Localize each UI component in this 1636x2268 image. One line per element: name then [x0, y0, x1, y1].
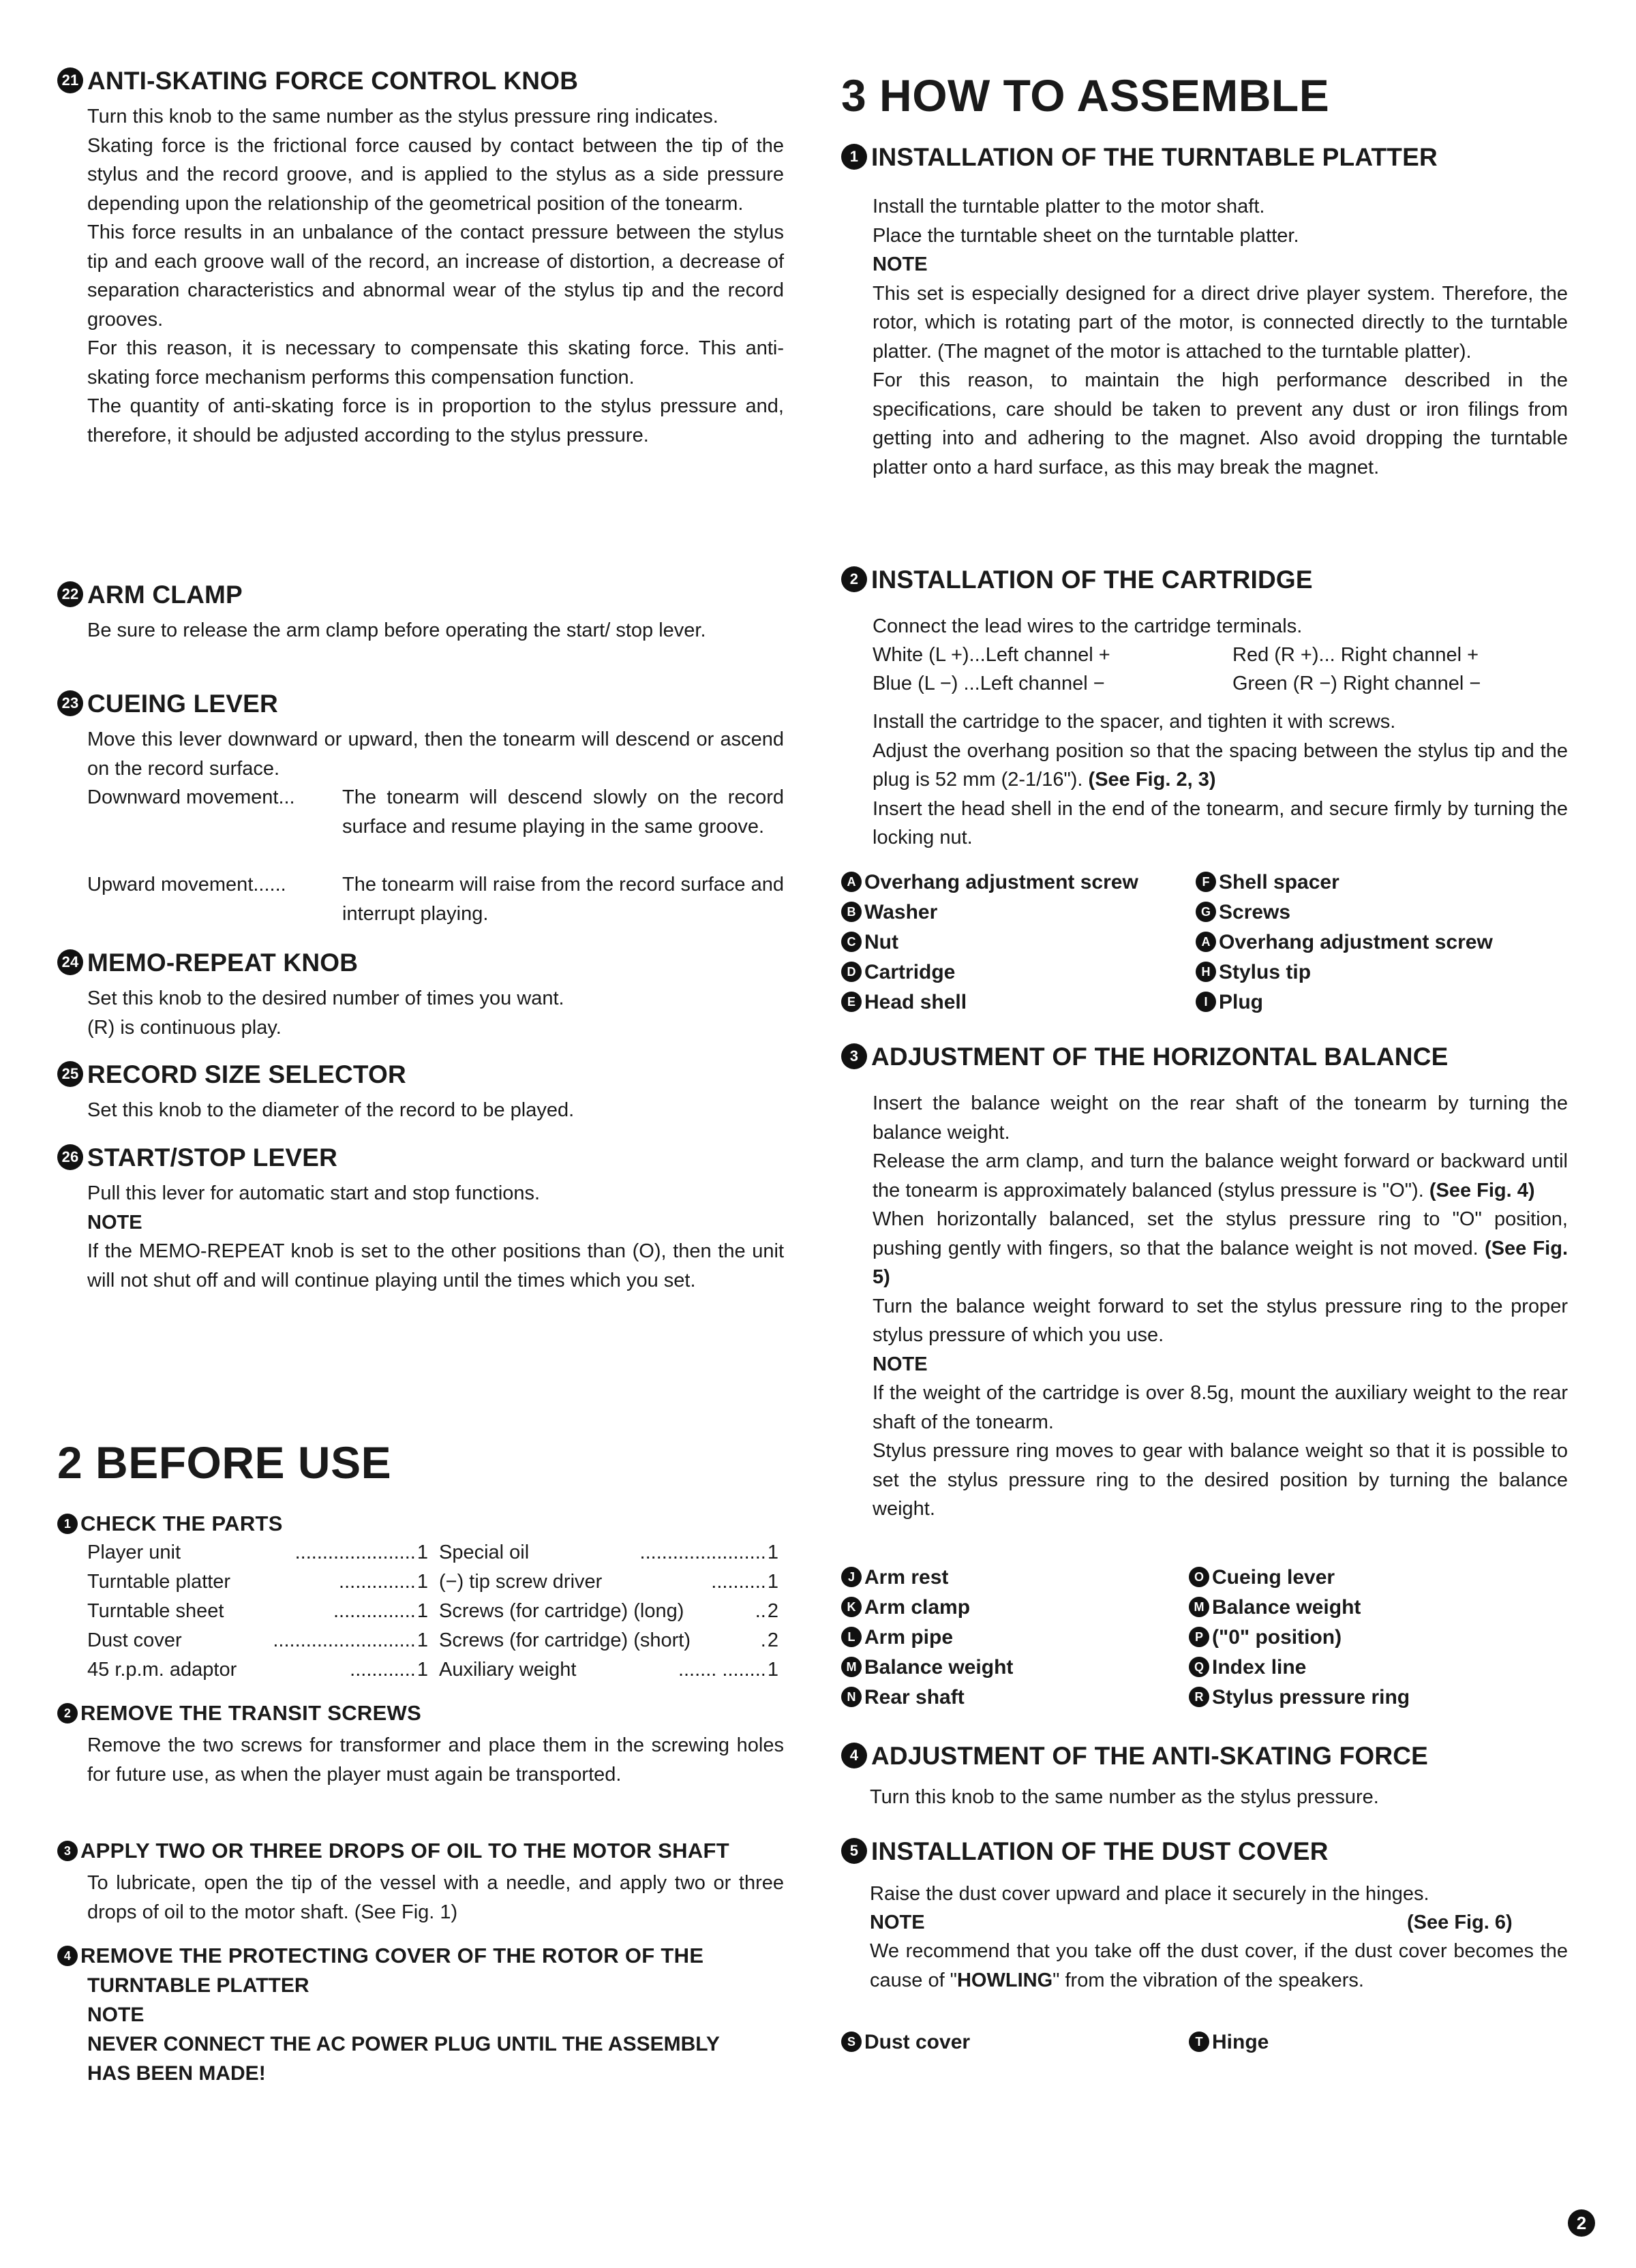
part-quantity: 2 [767, 1629, 778, 1651]
anti-skating-body: Turn this knob to the same number as the stylus pressure. [870, 1786, 1379, 1808]
label-text: Plug [1219, 991, 1263, 1013]
part-quantity: 1 [416, 1629, 428, 1651]
part-leader-dots: ............... [333, 1600, 416, 1622]
figure-label [1189, 1596, 1361, 1619]
label-letter-badge: M [841, 1657, 862, 1677]
section-24-heading: 24 MEMO-REPEAT KNOB [57, 949, 358, 977]
part-leader-dots: .. [755, 1600, 766, 1622]
parts-item [87, 1659, 428, 1681]
dust-cover-body: We recommend that you take off the dust cover, if the dust cover becomes the cause of "HOWLING" from the vibration of the speakers. [870, 1940, 1568, 1991]
label-letter-badge: A [1196, 932, 1216, 952]
label-letter-badge: M [1189, 1597, 1209, 1617]
number-badge: 2 [841, 566, 867, 592]
section-22-heading: 22 ARM CLAMP [57, 581, 243, 609]
figure-label [1196, 931, 1493, 954]
part-quantity: 1 [767, 1659, 778, 1681]
page-number: 2 [1568, 2209, 1595, 2237]
part-leader-dots: ............ [350, 1659, 416, 1681]
part-leader-dots: ...................... [294, 1542, 416, 1563]
number-badge: 4 [57, 1946, 78, 1966]
part-leader-dots: ....................... [639, 1542, 766, 1563]
label-text: Washer [864, 901, 938, 923]
part-quantity: 1 [416, 1542, 428, 1563]
label-text: Overhang adjustment screw [1219, 931, 1493, 953]
cartridge-body: Install the cartridge to the spacer, and tighten it with screws. Adjust the overhang position so that the spacing between the stylus tip and the plug is 52 mm (2-1/16"). (See Fig. 2, 3) Insert the head shell in the end of the tonearm, and secure firmly by turning the locking nut. [873, 711, 1568, 848]
part-leader-dots: .............. [339, 1571, 416, 1593]
part-leader-dots: . [760, 1629, 766, 1651]
label-letter-badge: K [841, 1597, 862, 1617]
cartridge-intro: Connect the lead wires to the cartridge terminals. [873, 615, 1303, 637]
wire-white: White (L +)...Left channel + [873, 644, 1110, 666]
figure-label [1189, 1656, 1306, 1679]
transit-screws-heading: 2 REMOVE THE TRANSIT SCREWS [57, 1701, 421, 1726]
label-letter-badge: A [841, 872, 862, 892]
label-letter-badge: F [1196, 872, 1216, 892]
part-name: Player unit [87, 1542, 181, 1563]
figure-label [841, 1566, 948, 1589]
label-letter-badge: E [841, 992, 862, 1012]
label-letter-badge: G [1196, 902, 1216, 922]
part-name: Auxiliary weight [439, 1659, 577, 1681]
check-parts-heading: 1 CHECK THE PARTS [57, 1512, 283, 1536]
figure-label [841, 871, 1138, 894]
label-text: Nut [864, 931, 898, 953]
anti-skating-heading: 4 ADJUSTMENT OF THE ANTI-SKATING FORCE [841, 1742, 1428, 1771]
transit-screws-body: Remove the two screws for transformer and place them in the screwing holes for future use, as when the player must again be transported. [87, 1734, 784, 1786]
label-text: Arm rest [864, 1566, 949, 1589]
parts-item [87, 1542, 428, 1564]
figure-label [841, 1656, 1013, 1679]
label-text: Arm clamp [864, 1596, 971, 1619]
label-text: Cueing lever [1212, 1566, 1335, 1589]
number-badge: 3 [841, 1043, 867, 1069]
part-quantity: 2 [767, 1600, 778, 1622]
part-name: Screws (for cartridge) (long) [439, 1600, 684, 1622]
figure-label [841, 931, 898, 954]
warning-line-1: NEVER CONNECT THE AC POWER PLUG UNTIL THE ASSEMBLY [87, 2033, 720, 2055]
label-text: Rear shaft [864, 1686, 965, 1708]
dust-cover-intro: Raise the dust cover upward and place it securely in the hinges. [870, 1883, 1429, 1905]
number-badge: 5 [841, 1838, 867, 1864]
part-quantity: 1 [416, 1600, 428, 1622]
parts-item [439, 1600, 778, 1623]
wire-blue: Blue (L −) ...Left channel − [873, 673, 1105, 694]
label-hinge: T Hinge [1189, 2031, 1269, 2054]
part-name: Screws (for cartridge) (short) [439, 1629, 691, 1651]
section-25-body: Set this knob to the diameter of the record to be played. [87, 1099, 575, 1121]
downward-label: Downward movement... [87, 786, 295, 808]
part-quantity: 1 [416, 1571, 428, 1593]
note-label: NOTE [87, 2004, 145, 2026]
number-badge: 2 [57, 1703, 78, 1723]
label-letter-badge: C [841, 932, 862, 952]
cartridge-heading: 2 INSTALLATION OF THE CARTRIDGE [841, 566, 1313, 594]
part-name: (−) tip screw driver [439, 1571, 603, 1593]
figure-label [1196, 871, 1339, 894]
section-26-heading: 26 START/STOP LEVER [57, 1144, 337, 1172]
number-badge: 1 [57, 1514, 78, 1534]
parts-item [87, 1600, 428, 1623]
label-letter-badge: J [841, 1567, 862, 1587]
figure-label [841, 961, 955, 984]
part-name: 45 r.p.m. adaptor [87, 1659, 237, 1681]
label-text: Overhang adjustment screw [864, 871, 1138, 893]
figure-label [841, 1686, 965, 1709]
figure-label [1196, 961, 1311, 984]
label-letter-badge: B [841, 902, 862, 922]
label-text: Shell spacer [1219, 871, 1339, 893]
label-text: Stylus pressure ring [1212, 1686, 1410, 1708]
figure-label [841, 901, 937, 924]
parts-item [439, 1629, 778, 1652]
label-letter-badge: N [841, 1687, 862, 1707]
part-quantity: 1 [416, 1659, 428, 1681]
before-use-title: 2 BEFORE USE [57, 1437, 392, 1488]
dust-note-label: NOTE [870, 1912, 925, 1933]
section-21-body: Turn this knob to the same number as the stylus pressure ring indicates. Skating force is the frictional force caused by contact between the tip of the stylus and the record groove, and is applied to the stylus as a side pressure depending upon the relationship of the geometrical position of the tonearm. This force results in an unbalance of the contact pressure between the stylus tip and each groove wall of the record, an increase of distortion, a decrease of separation characteristics and abnormal wear of the stylus tip and the record grooves. For this reason, it is necessary to compensate this skating force. This anti-skating force mechanism performs this compensation function. The quantity of anti-skating force is in proportion to the stylus pressure and, therefore, it should be adjusted according to the stylus pressure. [87, 106, 784, 446]
upward-text: The tonearm will raise from the record surface and interrupt playing. [342, 874, 784, 925]
parts-item [87, 1571, 428, 1593]
part-leader-dots: .......................... [273, 1629, 416, 1651]
protecting-cover-heading-2: TURNTABLE PLATTER [87, 1974, 309, 1997]
part-name: Dust cover [87, 1629, 182, 1651]
number-badge: 4 [841, 1743, 867, 1768]
part-name: Special oil [439, 1542, 530, 1563]
oil-heading: 3 APPLY TWO OR THREE DROPS OF OIL TO THE MOTOR SHAFT [57, 1839, 729, 1863]
oil-body: To lubricate, open the tip of the vessel with a needle, and apply two or three drops of oil to the motor shaft. (See Fig. 1) [87, 1872, 784, 1923]
section-22-body: Be sure to release the arm clamp before operating the start/ stop lever. [87, 619, 706, 641]
figure-label [1196, 901, 1290, 924]
figure-label [1189, 1626, 1342, 1649]
fig6-ref: (See Fig. 6) [1407, 1912, 1513, 1933]
part-quantity: 1 [767, 1542, 778, 1563]
downward-text: The tonearm will descend slowly on the record surface and resume playing in the same groove. [342, 786, 784, 838]
label-text: ("0" position) [1212, 1626, 1342, 1649]
label-letter-badge: L [841, 1627, 862, 1647]
label-letter-badge: D [841, 962, 862, 982]
balance-heading: 3 ADJUSTMENT OF THE HORIZONTAL BALANCE [841, 1043, 1449, 1071]
section-23-body: Move this lever downward or upward, then the tonearm will descend or ascend on the record surface. [87, 729, 784, 780]
number-badge: 21 [57, 67, 83, 93]
figure-label [841, 1596, 970, 1619]
wire-red: Red (R +)... Right channel + [1232, 644, 1479, 666]
number-badge: 24 [57, 949, 83, 975]
section-23-heading: 23 CUEING LEVER [57, 690, 278, 718]
number-badge: 23 [57, 690, 83, 716]
figure-label [841, 1626, 953, 1649]
label-letter-badge: I [1196, 992, 1216, 1012]
label-letter-badge: Q [1189, 1657, 1209, 1677]
section-25-heading: 25 RECORD SIZE SELECTOR [57, 1060, 406, 1089]
label-dust-cover: S Dust cover [841, 2031, 970, 2054]
part-leader-dots: .......... [711, 1571, 766, 1593]
label-text: Cartridge [864, 961, 956, 983]
label-text: Balance weight [864, 1656, 1014, 1679]
label-letter-badge: P [1189, 1627, 1209, 1647]
number-badge: 1 [841, 144, 867, 170]
label-text: Balance weight [1212, 1596, 1361, 1619]
number-badge: 22 [57, 581, 83, 607]
label-letter-badge: R [1189, 1687, 1209, 1707]
part-name: Turntable sheet [87, 1600, 224, 1622]
dust-cover-heading: 5 INSTALLATION OF THE DUST COVER [841, 1837, 1329, 1866]
parts-item [439, 1542, 778, 1564]
figure-label [841, 991, 967, 1014]
label-text: Screws [1219, 901, 1291, 923]
figure-label [1196, 991, 1263, 1014]
label-letter-badge: O [1189, 1567, 1209, 1587]
number-badge: 3 [57, 1841, 78, 1861]
how-to-assemble-title: 3 HOW TO ASSEMBLE [841, 70, 1330, 121]
part-name: Turntable platter [87, 1571, 231, 1593]
parts-item [87, 1629, 428, 1652]
label-text: Index line [1212, 1656, 1307, 1679]
section-26-body: Pull this lever for automatic start and stop functions. NOTE If the MEMO-REPEAT knob is set to the other positions than (O), then the unit will not shut off and will continue playing until the times which you set. [87, 1182, 784, 1291]
label-text: Head shell [864, 991, 967, 1013]
label-text: Arm pipe [864, 1626, 954, 1649]
balance-body: Insert the balance weight on the rear shaft of the tonearm by turning the balance weight. Release the arm clamp, and turn the balance weight forward or backward until the tonearm is approximately balanced (stylus pressure is "O"). (See Fig. 4) When horizontally balanced, set the stylus pressure ring to "O" position, pushing gently with fingers, so that the balance weight is not moved. (See Fig. 5) Turn the balance weight forward to set the stylus pressure ring to the proper stylus pressure of which you use. NOTE If the weight of the cartridge is over 8.5g, mount the auxiliary weight to the rear shaft of the tonearm. Stylus pressure ring moves to gear with balance weight so that it is possible to set the stylus pressure ring to the desired position by turning the balance weight. [873, 1092, 1569, 1520]
section-24-body: Set this knob to the desired number of times you want. (R) is continuous play. [87, 987, 564, 1039]
label-letter-badge: H [1196, 962, 1216, 982]
figure-label [1189, 1686, 1410, 1709]
warning-line-2: HAS BEEN MADE! [87, 2062, 266, 2085]
wire-green: Green (R −) Right channel − [1232, 673, 1481, 694]
part-quantity: 1 [767, 1571, 778, 1593]
platter-heading: 1 INSTALLATION OF THE TURNTABLE PLATTER [841, 143, 1438, 172]
figure-label [1189, 1566, 1335, 1589]
parts-item [439, 1659, 778, 1681]
label-text: Stylus tip [1219, 961, 1312, 983]
section-21-heading: 21 ANTI-SKATING FORCE CONTROL KNOB [57, 67, 578, 95]
parts-item [439, 1571, 778, 1593]
platter-body: Install the turntable platter to the motor shaft. Place the turntable sheet on the turntable platter. NOTE This set is especially designed for a direct drive player system. Therefore, the rotor, which is rotating part of the motor, is connected directly to the turntable platter. (The magnet of the motor is attached to the turntable platter). For this reason, to maintain the high performance described in the specifications, care should be taken to prevent any dust or iron filings from getting into and adhering to the magnet. Also avoid dropping the turntable platter onto a hard surface, as this may break the magnet. [873, 196, 1568, 478]
part-leader-dots: ....... ........ [678, 1659, 766, 1681]
protecting-cover-heading: 4 REMOVE THE PROTECTING COVER OF THE ROTOR OF THE [57, 1944, 703, 1968]
upward-label: Upward movement...... [87, 874, 286, 895]
number-badge: 26 [57, 1144, 83, 1170]
number-badge: 25 [57, 1061, 83, 1087]
